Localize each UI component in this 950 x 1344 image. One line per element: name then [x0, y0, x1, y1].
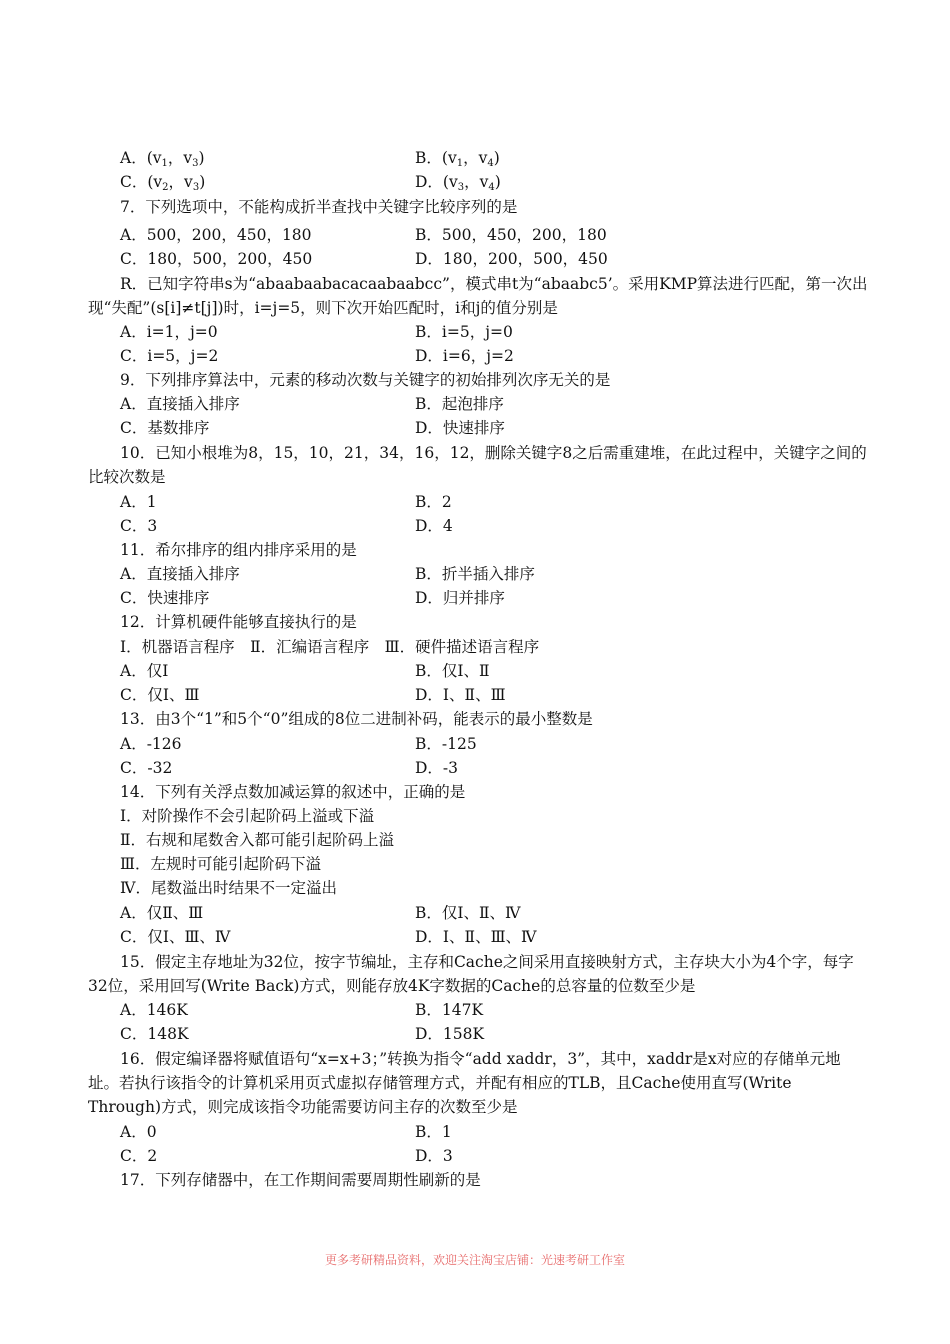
q6-option-b: B．($v_1$，$v_4$)	[415, 149, 500, 169]
q13-option-d: D．-3	[415, 759, 459, 777]
q15-option-d: D．158K	[415, 1025, 485, 1043]
q11-option-b: B．折半插入排序	[415, 565, 535, 583]
q10-option-b: B．2	[415, 493, 452, 511]
q13-option-c: C．-32	[120, 759, 173, 777]
q16-option-row	[120, 1144, 870, 1168]
q15-stem: 15．假定主存地址为32位，按字节编址，主存和Cache之间采用直接映射方式，主存块大小为4个字，每字32位，采用回写(Write Back)方式，则能存放4K字数据的Cache的总容量的位数至少是	[88, 953, 854, 995]
q16-option-c: C．2	[120, 1147, 158, 1165]
q9-option-row	[120, 392, 870, 416]
q6-option-row	[120, 146, 870, 170]
q7-option-c: C．180，500，200，450	[120, 250, 313, 268]
q6-option-a: A．($v_1$，$v_3$)	[120, 149, 205, 169]
q12-option-d: D．Ⅰ、Ⅱ、Ⅲ	[415, 686, 506, 704]
q6-option-c: C．($v_2$，$v_3$)	[120, 173, 206, 193]
q9-stem: 9．下列排序算法中，元素的移动次数与关键字的初始排列次序无关的是	[120, 371, 611, 389]
q14-option-row	[120, 901, 870, 925]
q8-option-b: B．i=5，j=0	[415, 323, 513, 341]
q13-option-b: B．-125	[415, 735, 477, 753]
q14-item-1: Ⅰ．对阶操作不会引起阶码上溢或下溢	[120, 807, 375, 825]
footer-promo-text: 更多考研精品资料，欢迎关注淘宝店铺：光速考研工作室	[324, 1253, 625, 1267]
q10-option-c: C．3	[120, 517, 158, 535]
q6-option-d: D．($v_3$，$v_4$)	[415, 173, 501, 193]
q9-option-a: A．直接插入排序	[120, 395, 240, 413]
q14-option-c: C．仅Ⅰ、Ⅲ、Ⅳ	[120, 928, 231, 946]
q7-option-row	[120, 223, 870, 247]
q7-option-row	[120, 247, 870, 271]
q10-stem: 10．已知小根堆为8，15，10，21，34，16，12，删除关键字8之后需重建堆，在此过程中，关键字之间的比较次数是	[88, 444, 867, 486]
q11-option-row	[120, 562, 870, 586]
q8-option-c: C．i=5，j=2	[120, 347, 219, 365]
q11-option-d: D．归并排序	[415, 589, 505, 607]
q10-option-a: A．1	[120, 493, 157, 511]
q12-option-row	[120, 659, 870, 683]
q13-stem: 13．由3个“1”和5个“0”组成的8位二进制补码，能表示的最小整数是	[120, 710, 593, 728]
q10-option-row	[120, 514, 870, 538]
q14-stem: 14．下列有关浮点数加减运算的叙述中，正确的是	[120, 783, 466, 801]
q10-option-d: D．4	[415, 517, 453, 535]
q13-option-a: A．-126	[120, 735, 182, 753]
q12-option-a: A．仅Ⅰ	[120, 662, 169, 680]
q13-option-row	[120, 732, 870, 756]
q14-option-row	[120, 925, 870, 949]
q14-item-4: Ⅳ．尾数溢出时结果不一定溢出	[120, 879, 337, 897]
q14-option-b: B．仅Ⅰ、Ⅱ、Ⅳ	[415, 904, 521, 922]
q12-items: Ⅰ．机器语言程序 Ⅱ．汇编语言程序 Ⅲ．硬件描述语言程序	[120, 638, 540, 656]
q7-option-d: D．180，200，500，450	[415, 250, 608, 268]
q11-option-c: C．快速排序	[120, 589, 210, 607]
q9-option-row	[120, 416, 870, 440]
q7-stem: 7．下列选项中，不能构成折半查找中关键字比较序列的是	[120, 198, 518, 216]
q15-option-c: C．148K	[120, 1025, 189, 1043]
q15-option-b: B．147K	[415, 1001, 484, 1019]
q15-option-a: A．146K	[120, 1001, 188, 1019]
q14-option-a: A．仅Ⅱ、Ⅲ	[120, 904, 204, 922]
q13-option-row	[120, 756, 870, 780]
q8-stem: R．已知字符串s为“abaabaabacacaabaabcc”，模式串t为“abaabc5’。采用KMP算法进行匹配，第一次出现“失配”(s[i]≠t[j])时，i=j=5，则下次开始匹配时，i和j的值分别是	[88, 275, 868, 317]
q15-option-row	[120, 998, 870, 1022]
q16-option-a: A．0	[120, 1123, 157, 1141]
q11-stem: 11．希尔排序的组内排序采用的是	[120, 541, 357, 559]
q14-option-d: D．Ⅰ、Ⅱ、Ⅲ、Ⅳ	[415, 928, 537, 946]
q9-option-d: D．快速排序	[415, 419, 505, 437]
q10-option-row	[120, 490, 870, 514]
q12-option-row	[120, 683, 870, 707]
q7-option-b: B．500，450，200，180	[415, 226, 607, 244]
q8-option-d: D．i=6，j=2	[415, 347, 514, 365]
q11-option-a: A．直接插入排序	[120, 565, 240, 583]
q8-option-row	[120, 320, 870, 344]
q15-option-row	[120, 1022, 870, 1046]
q14-item-3: Ⅲ．左规时可能引起阶码下溢	[120, 855, 321, 873]
q14-item-2: Ⅱ．右规和尾数舍入都可能引起阶码上溢	[120, 831, 395, 849]
q16-option-row	[120, 1120, 870, 1144]
q12-stem: 12．计算机硬件能够直接执行的是	[120, 613, 357, 631]
q16-option-d: D．3	[415, 1147, 453, 1165]
q7-option-a: A．500，200，450，180	[120, 226, 312, 244]
q8-option-a: A．i=1，j=0	[120, 323, 218, 341]
q6-option-row	[120, 170, 870, 194]
q12-option-b: B．仅Ⅰ、Ⅱ	[415, 662, 490, 680]
q8-option-row	[120, 344, 870, 368]
q16-option-b: B．1	[415, 1123, 452, 1141]
q16-stem: 16．假定编译器将赋值语句“x=x+3；”转换为指令“add xaddr，3”，其中，xaddr是x对应的存储单元地址。若执行该指令的计算机采用页式虚拟存储管理方式，并配有相应的TLB，且Cache使用直写(Write Through)方式，则完成该指令功能需要访问主存的次数至少是	[88, 1050, 841, 1116]
q9-option-b: B．起泡排序	[415, 395, 504, 413]
q12-option-c: C．仅Ⅰ、Ⅲ	[120, 686, 200, 704]
q11-option-row	[120, 586, 870, 610]
q17-stem: 17．下列存储器中，在工作期间需要周期性刷新的是	[120, 1171, 481, 1189]
q9-option-c: C．基数排序	[120, 419, 210, 437]
